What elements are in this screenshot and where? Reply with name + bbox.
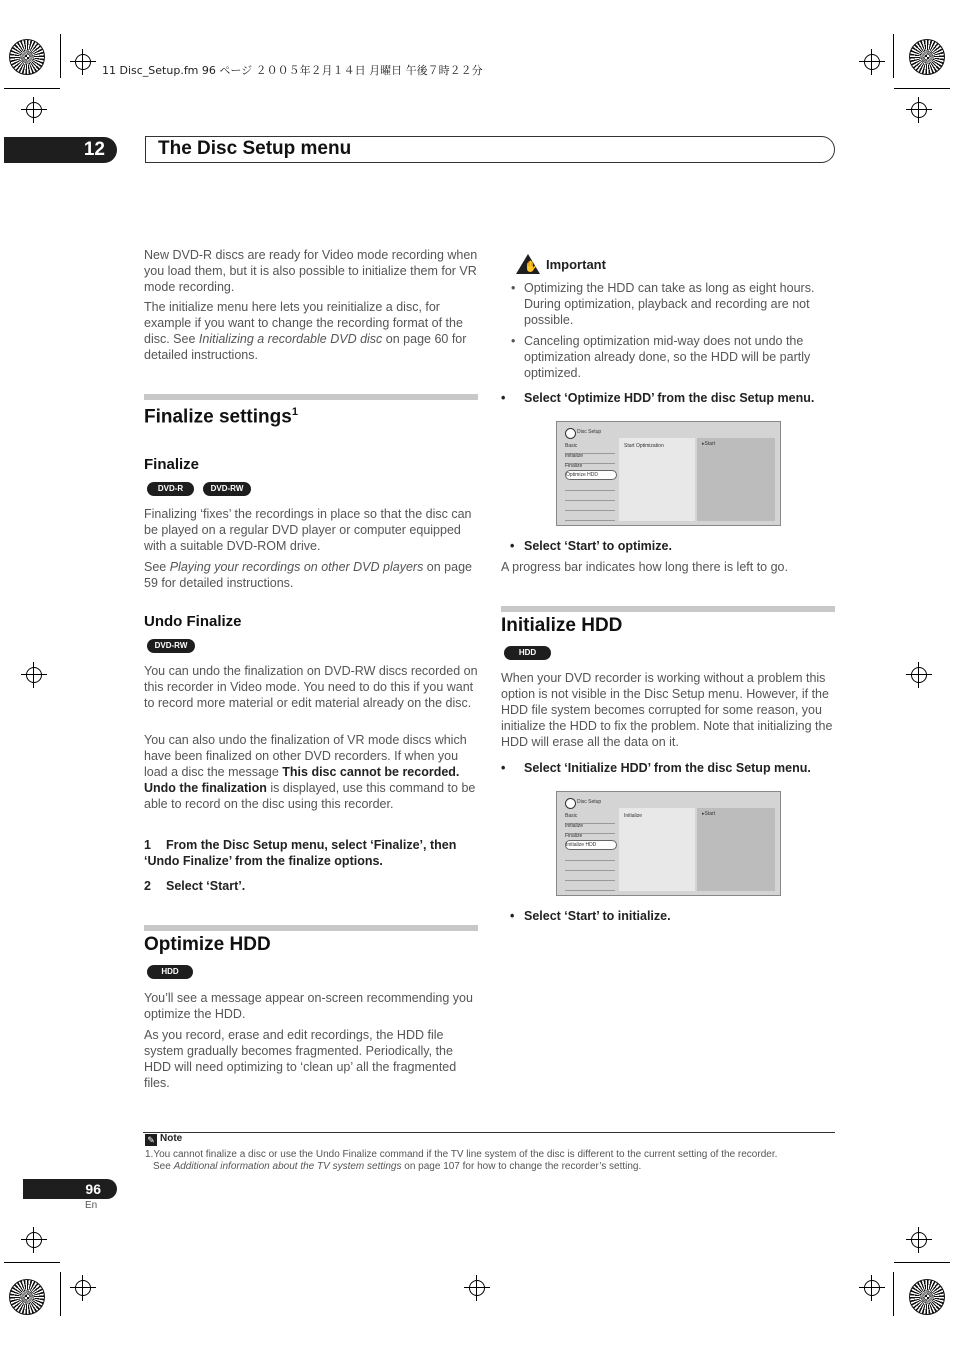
note-rule — [143, 1132, 835, 1133]
text-run: See — [144, 560, 170, 574]
page-number: 96 — [23, 1179, 117, 1199]
bullet-text: Canceling optimization mid-way does not undo the optimization already done, so the HDD will be partly optimized. — [524, 334, 811, 380]
badge-hdd: HDD — [147, 965, 193, 979]
initialize-step — [501, 760, 841, 776]
bullet-dot: • — [510, 539, 515, 553]
section-divider — [144, 394, 478, 400]
bullet-dot: • — [501, 391, 506, 405]
disc-icon — [565, 798, 576, 809]
section-title-initialize-hdd: Initialize HDD — [501, 615, 623, 636]
step-number: 2 — [144, 879, 151, 893]
crop-mark — [894, 88, 950, 89]
screen-menu-optimize-hdd: Optimize HDD — [565, 470, 617, 480]
color-rosette-top-right — [909, 39, 945, 75]
color-rosette-bottom-left — [9, 1279, 45, 1315]
registration-mark — [864, 1280, 880, 1296]
screen-right-panel — [697, 808, 775, 891]
screen-menu-line — [565, 500, 615, 501]
note-label: Note — [160, 1133, 183, 1144]
badge-hdd: HDD — [504, 646, 551, 660]
text-run: on page 60 for detailed instructions. — [144, 332, 467, 362]
text-run: See — [153, 1161, 174, 1172]
optimize-step-2 — [510, 538, 840, 554]
registration-mark — [26, 667, 42, 683]
text-run: The initialize menu here lets you reinitialize a disc, for example if you want to change the recording format of the disc. See — [144, 300, 463, 346]
initialize-step-2 — [510, 908, 840, 924]
section-title-optimize-hdd: Optimize HDD — [144, 934, 271, 955]
crop-mark — [893, 1272, 894, 1316]
file-header: 11 Disc_Setup.fm 96 ページ ２００５年２月１４日 月曜日 午後７時２２分 — [102, 64, 483, 77]
optimize-step — [501, 390, 841, 406]
screen-title: Disc Setup — [577, 429, 602, 435]
step-number: 1 — [144, 838, 151, 852]
bullet-dot: • — [501, 761, 506, 775]
step-text: Select ‘Initialize HDD’ from the disc Setup menu. — [524, 761, 811, 775]
cross-reference: Playing your recordings on other DVD players — [169, 560, 424, 574]
screen-menu-line — [565, 880, 615, 881]
registration-mark — [26, 1232, 42, 1248]
screen-right-text: ▸Start — [702, 811, 716, 817]
crop-mark — [60, 1272, 61, 1316]
screen-menu-basic: Basic — [565, 811, 615, 824]
screen-menu-finalize: Finalize — [565, 831, 615, 844]
screen-menu-line — [565, 870, 615, 871]
screen-start-option: Start — [704, 441, 716, 447]
subsection-title-finalize: Finalize — [144, 456, 200, 473]
screen-menu-line — [565, 520, 615, 521]
finalize-paragraph-2 — [144, 559, 479, 591]
registration-mark — [864, 54, 880, 70]
registration-mark — [911, 667, 927, 683]
bullet-text: Optimizing the HDD can take as long as eight hours. During optimization, playback and recording are not possible. — [524, 281, 815, 327]
screen-menu-basic: Basic — [565, 441, 615, 454]
screen-middle-panel — [619, 808, 695, 891]
step-text: Select ‘Start’ to initialize. — [524, 909, 671, 923]
section-title-finalize-settings — [144, 406, 298, 428]
screen-menu-line — [565, 490, 615, 491]
crop-mark — [60, 34, 61, 78]
undo-paragraph-1: You can undo the finalization on DVD-RW discs recorded on this recorder in Video mode. You need to do this if you want to record more material or edit material already on the disc. — [144, 664, 478, 710]
screen-menu-line — [565, 860, 615, 861]
intro-paragraph-1: New DVD-R discs are ready for Video mode recording when you load them, but it is also possible to initialize them for VR mode recording. — [144, 248, 478, 294]
optimize-paragraph-2: As you record, erase and edit recordings, the HDD file system gradually becomes fragmented. Periodically, the HDD will need optimizing to ‘clean up’ all the fragmented files. — [144, 1028, 457, 1090]
page-language: En — [85, 1200, 98, 1211]
screen-menu-initialize-hdd: Initialize HDD — [565, 840, 617, 850]
badge-dvd-rw: DVD-RW — [203, 482, 251, 496]
color-rosette-bottom-right — [909, 1279, 945, 1315]
screen-menu-initialize: Initialize — [565, 451, 615, 464]
finalize-paragraph-1: Finalizing ‘fixes’ the recordings in place so that the disc can be played on a regular DVD player or computer equipped with a suitable DVD-ROM drive. — [144, 507, 472, 553]
crop-mark — [893, 34, 894, 78]
important-bullet-2 — [511, 333, 836, 381]
text-run: is displayed, use this command to be able to record on the disc using this recorder. — [144, 781, 476, 811]
progress-text: A progress bar indicates how long there is left to go. — [501, 560, 788, 574]
screen-middle-text: Start Optimization — [624, 443, 664, 449]
important-bullet-1 — [511, 280, 836, 328]
chapter-number: 12 — [4, 137, 117, 163]
screen-menu-line — [565, 890, 615, 891]
screen-right-text: ▸Start — [702, 441, 716, 447]
crop-mark — [4, 88, 60, 89]
chapter-title: The Disc Setup menu — [158, 138, 352, 159]
step-text: Select ‘Optimize HDD’ from the disc Setup menu. — [524, 391, 815, 405]
registration-mark — [26, 102, 42, 118]
undo-step-2 — [144, 878, 479, 894]
disc-setup-screen-initialize — [556, 791, 781, 896]
cross-reference: Initializing a recordable DVD disc — [198, 332, 383, 346]
screen-title: Disc Setup — [577, 799, 602, 805]
registration-mark — [469, 1280, 485, 1296]
message-text: This disc cannot be recorded. Undo the finalization — [144, 765, 460, 795]
badge-dvd-rw: DVD-RW — [147, 639, 195, 653]
registration-mark — [75, 54, 91, 70]
bullet-dot: • — [511, 281, 516, 295]
crop-mark — [894, 1262, 950, 1263]
screen-start-option: Start — [704, 811, 716, 817]
note-icon: ✎ — [145, 1134, 157, 1146]
footnote-marker: 1 — [291, 406, 298, 418]
screen-middle-text: Initialize — [624, 813, 643, 819]
undo-step-1 — [144, 837, 479, 869]
crop-mark — [4, 1262, 60, 1263]
badge-dvd-r: DVD-R — [147, 482, 194, 496]
registration-mark — [75, 1280, 91, 1296]
optimize-paragraph-1: You’ll see a message appear on-screen recommending you optimize the HDD. — [144, 991, 473, 1021]
footnote-line-1: 1.You cannot finalize a disc or use the Undo Finalize command if the TV line system of the disc is different to the current setting of the recorder. — [145, 1149, 778, 1160]
screen-menu-initialize: Initialize — [565, 821, 615, 834]
color-rosette-top-left — [9, 39, 45, 75]
disc-setup-screen-optimize — [556, 421, 781, 526]
important-icon-mark: ✋ — [524, 261, 538, 273]
text-run: You can also undo the finalization of VR mode discs which have been finalized on other DVD recorders. If when you load a disc the message — [144, 733, 467, 779]
initialize-paragraph: When your DVD recorder is working without a problem this option is not visible in the Disc Setup menu. However, if the HDD file system becomes corrupted for some reason, you initialize the HDD to fix the problem. Note that initializing the HDD will erase all the data on it. — [501, 671, 833, 749]
footnote-line-2 — [153, 1161, 843, 1173]
intro-paragraph-2 — [144, 299, 479, 363]
undo-paragraph-2 — [144, 732, 479, 812]
screen-right-panel — [697, 438, 775, 521]
important-label: Important — [546, 257, 606, 272]
screen-menu-finalize: Finalize — [565, 461, 615, 474]
screen-menu-line — [565, 510, 615, 511]
cross-reference: Additional information about the TV system settings — [173, 1161, 402, 1172]
bullet-dot: • — [511, 334, 516, 348]
disc-icon — [565, 428, 576, 439]
step-text: Select ‘Start’. — [166, 879, 246, 893]
text-run: on page 107 for how to change the recorder’s setting. — [401, 1161, 642, 1172]
section-divider — [144, 925, 478, 931]
screen-middle-panel — [619, 438, 695, 521]
registration-mark — [911, 102, 927, 118]
step-text: Select ‘Start’ to optimize. — [524, 539, 672, 553]
section-divider — [501, 606, 835, 612]
bullet-dot: • — [510, 909, 515, 923]
subsection-title-undo-finalize: Undo Finalize — [144, 613, 242, 630]
text-run: on page 59 for detailed instructions. — [144, 560, 472, 590]
step-text: From the Disc Setup menu, select ‘Finalize’, then ‘Undo Finalize’ from the finalize options. — [144, 838, 457, 868]
registration-mark — [911, 1232, 927, 1248]
section-title-text: Finalize settings — [144, 406, 292, 428]
